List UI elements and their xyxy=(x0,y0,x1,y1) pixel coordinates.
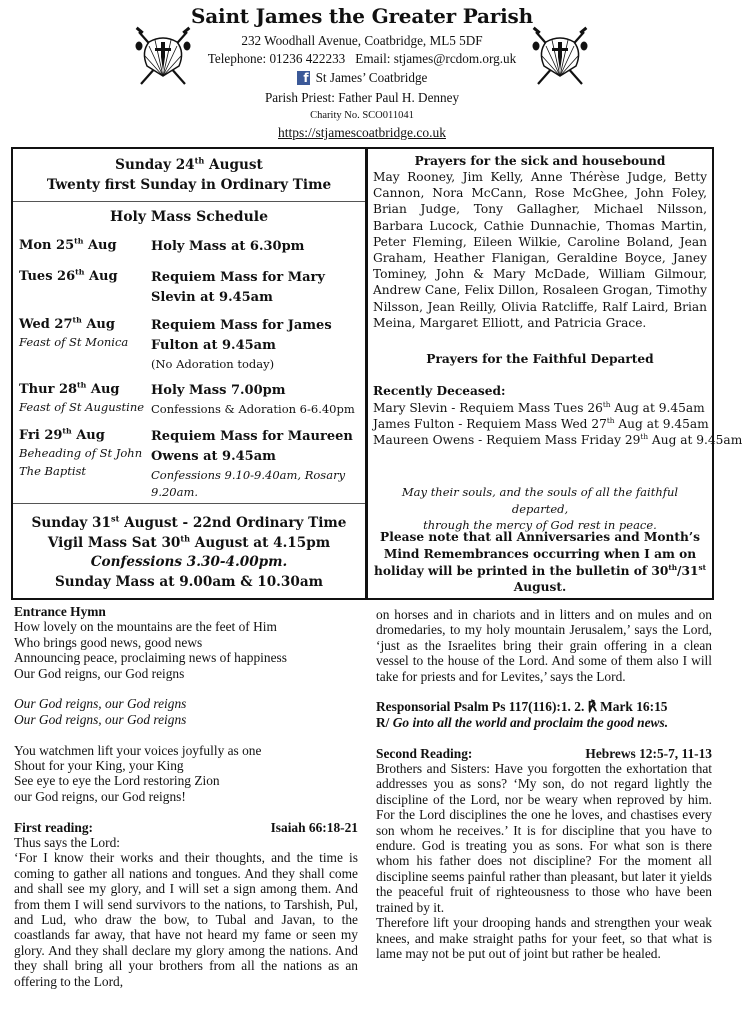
rest-in-peace-prayer: May their souls, and the souls of all the faithful departed, through the mercy of God rest in peace. xyxy=(401,485,679,532)
schedule-note: (No Adoration today) xyxy=(151,357,275,371)
hymn-line: our God reigns, our God reigns! xyxy=(14,788,186,804)
sunday-heading: Sunday 24th August Twenty first Sunday in Ordinary Time xyxy=(13,149,365,202)
first-reading-continued: on horses and in chariots and in litters and on mules and on dromedaries, to my holy mountain Jerusalem,’ says the Lord, ‘just as the Israelites bring their grain offering in a clean vessel to the house of the Lord. And some of them also I will take for priests and for Levites,’ says the Lord. xyxy=(376,607,712,684)
website-link[interactable]: https://stjamescoatbridge.co.uk xyxy=(278,125,446,140)
list-item: Maureen Owens - Requiem Mass Friday 29th Aug at 9.45am xyxy=(373,431,742,447)
liturgical-day: Twenty first Sunday in Ordinary Time xyxy=(46,177,332,193)
prayers-box xyxy=(365,147,742,600)
mass-schedule-box xyxy=(11,147,367,600)
second-reading-text: Brothers and Sisters: Have you forgotten the exhortation that addresses you as sons? ‘My son, do not regard lightly the discipline of the Lord, nor be weary when reproved by him. For the Lord disciplines the one he loves, and chastises every son whom he receives.’ It is for discipline that you have to endure. God is treating you as sons. For what son is there whom his father does not discipline? For the moment all discipline seems painful rather than pleasant, but later it yields the peaceful fruit of righteousness to those who have been trained by it. xyxy=(376,761,712,915)
email[interactable]: Email: stjames@rcdom.org.uk xyxy=(355,51,517,66)
sick-names: May Rooney, Jim Kelly, Anne Thérèse Judge, Betty Cannon, Nora McCann, Rose McGhee, John Foley, Brian Judge, Tony Gallagher, Michael Nilsson, Barbara Lucock, Cathie Dunnachie, Thomas Martin, Peter Fleming, Eileen Wilkie, Caroline Boland, Jean Graham, Heather Flanigan, Geraldine Boyce, Janey Tominey, John & Mary McDade, William Gilmour, Andrew Cane, Felix Dillon, Rosaleen Grogan, Timothy Nilsson, Jean Reilly, Olivia Ratcliffe, Ralf Laird, Brian Meina, Margaret Elliott, and Patricia Grace. xyxy=(373,170,707,330)
charity-number: Charity No. SCO011041 xyxy=(310,110,414,121)
second-reading-label: Second Reading: xyxy=(376,745,473,761)
psalm-title: Responsorial Psalm Ps 117(116):1. 2. ℟ Mark 16:15 xyxy=(376,699,668,715)
hymn-line: See eye to eye the Lord restoring Zion xyxy=(14,773,220,789)
first-reading-label: First reading: xyxy=(14,819,93,835)
facebook-line[interactable] xyxy=(0,70,724,86)
first-reading-text: ‘For I know their works and their thoughts, and the time is coming to gather all nations and tongues. And they shall come and shall see my glory, and I will set a sign among them. And from them I will send survivors to the nations, to Tarshish, Pul, and Lud, who draw the bow, to Tubal and Javan, to the coastlands far away, that have not heard my fame or seen my glory. And they shall declare my glory among the nations. And they shall bring all your brothers from all the nations as an offering to the Lord, xyxy=(14,850,358,989)
parish-priest: Parish Priest: Father Paul H. Denney xyxy=(264,90,460,105)
second-reading-ref: Hebrews 12:5-7, 11-13 xyxy=(585,745,712,761)
first-reading-intro: Thus says the Lord: xyxy=(14,835,120,851)
hymn-line: Shout for your King, your King xyxy=(14,758,184,774)
left-readings-column xyxy=(14,604,358,989)
schedule-day: Fri 29th Aug Beheading of St John The Baptist xyxy=(19,427,149,480)
parish-title: Saint James the Greater Parish xyxy=(191,4,533,28)
feast-day: Beheading of St John The Baptist xyxy=(19,446,143,478)
schedule-event: Requiem Mass for Maureen Owens at 9.45am xyxy=(151,429,353,464)
telephone: Telephone: 01236 422233 xyxy=(207,51,346,66)
next-sunday-box: Sunday 31st August - 22nd Ordinary Time Vigil Mass Sat 30th August at 4.15pm Confessions 3.30-4.00pm. Sunday Mass at 9.00am & 10.30am xyxy=(13,503,365,598)
list-item: Mary Slevin - Requiem Mass Tues 26th Aug at 9.45am xyxy=(373,399,705,415)
schedule-event: Requiem Mass for Mary Slevin at 9.45am xyxy=(151,270,325,305)
hymn-line: How lovely on the mountains are the feet of Him xyxy=(14,619,277,635)
psalm-response: R/ Go into all the world and proclaim the good news. xyxy=(376,714,669,730)
hymn-chorus-line: Our God reigns, our God reigns xyxy=(14,711,187,727)
schedule-title: Holy Mass Schedule xyxy=(109,209,268,225)
first-reading-ref: Isaiah 66:18-21 xyxy=(270,819,358,835)
list-item: James Fulton - Requiem Mass Wed 27th Aug at 9.45am xyxy=(373,415,709,431)
schedule-day: Thur 28th Aug Feast of St Augustine xyxy=(19,381,149,416)
right-readings-column xyxy=(376,607,712,961)
feast-day: Feast of St Augustine xyxy=(19,400,145,414)
schedule-note: Confessions 9.10-9.40am, Rosary 9.20am. xyxy=(151,468,346,499)
feast-day: Feast of St Monica xyxy=(19,335,129,349)
parish-address: 232 Woodhall Avenue, Coatbridge, ML5 5DF xyxy=(241,33,483,48)
hymn-line: Our God reigns, our God reigns xyxy=(14,665,185,681)
schedule-event: Holy Mass 7.00pm xyxy=(151,383,286,398)
hymn-line: You watchmen lift your voices joyfully as one xyxy=(14,742,262,758)
hymn-title: Entrance Hymn xyxy=(14,604,106,619)
second-reading-header xyxy=(376,746,712,761)
hymn-line: Who brings good news, good news xyxy=(14,634,203,650)
schedule-day: Tues 26th Aug xyxy=(19,267,118,284)
holiday-notice: Please note that all Anniversaries and Month’s Mind Remembrances occurring when I am on holiday will be printed in the bulletin of 30th/31st August. xyxy=(374,530,706,595)
hymn-line: Announcing peace, proclaiming news of happiness xyxy=(14,650,287,666)
facebook-page[interactable]: St James’ Coatbridge xyxy=(315,70,428,85)
schedule-note: Confessions & Adoration 6-6.40pm xyxy=(151,402,355,416)
recently-deceased-list xyxy=(373,399,742,448)
second-reading-text: Therefore lift your drooping hands and strengthen your weak knees, and make straight paths for your feet, so that what is lame may not be put out of joint but rather be healed. xyxy=(376,915,712,961)
contact-line xyxy=(0,51,724,67)
recently-deceased-title: Recently Deceased: xyxy=(373,384,506,398)
facebook-icon: f xyxy=(297,71,310,85)
schedule-event: Requiem Mass for James Fulton at 9.45am xyxy=(151,318,332,353)
sick-title: Prayers for the sick and housebound xyxy=(414,154,666,168)
schedule-event: Holy Mass at 6.30pm xyxy=(151,239,305,254)
sunday-mass-times: Sunday Mass at 9.00am & 10.30am xyxy=(54,573,324,590)
first-reading-header xyxy=(14,820,358,835)
parish-header xyxy=(0,0,724,142)
schedule-day: Wed 27th Aug Feast of St Monica xyxy=(19,316,149,351)
confessions-time: Confessions 3.30-4.00pm. xyxy=(90,554,288,570)
schedule-day: Mon 25th Aug xyxy=(19,236,117,253)
hymn-chorus-line: Our God reigns, our God reigns xyxy=(14,696,187,712)
departed-title: Prayers for the Faithful Departed xyxy=(426,352,654,366)
